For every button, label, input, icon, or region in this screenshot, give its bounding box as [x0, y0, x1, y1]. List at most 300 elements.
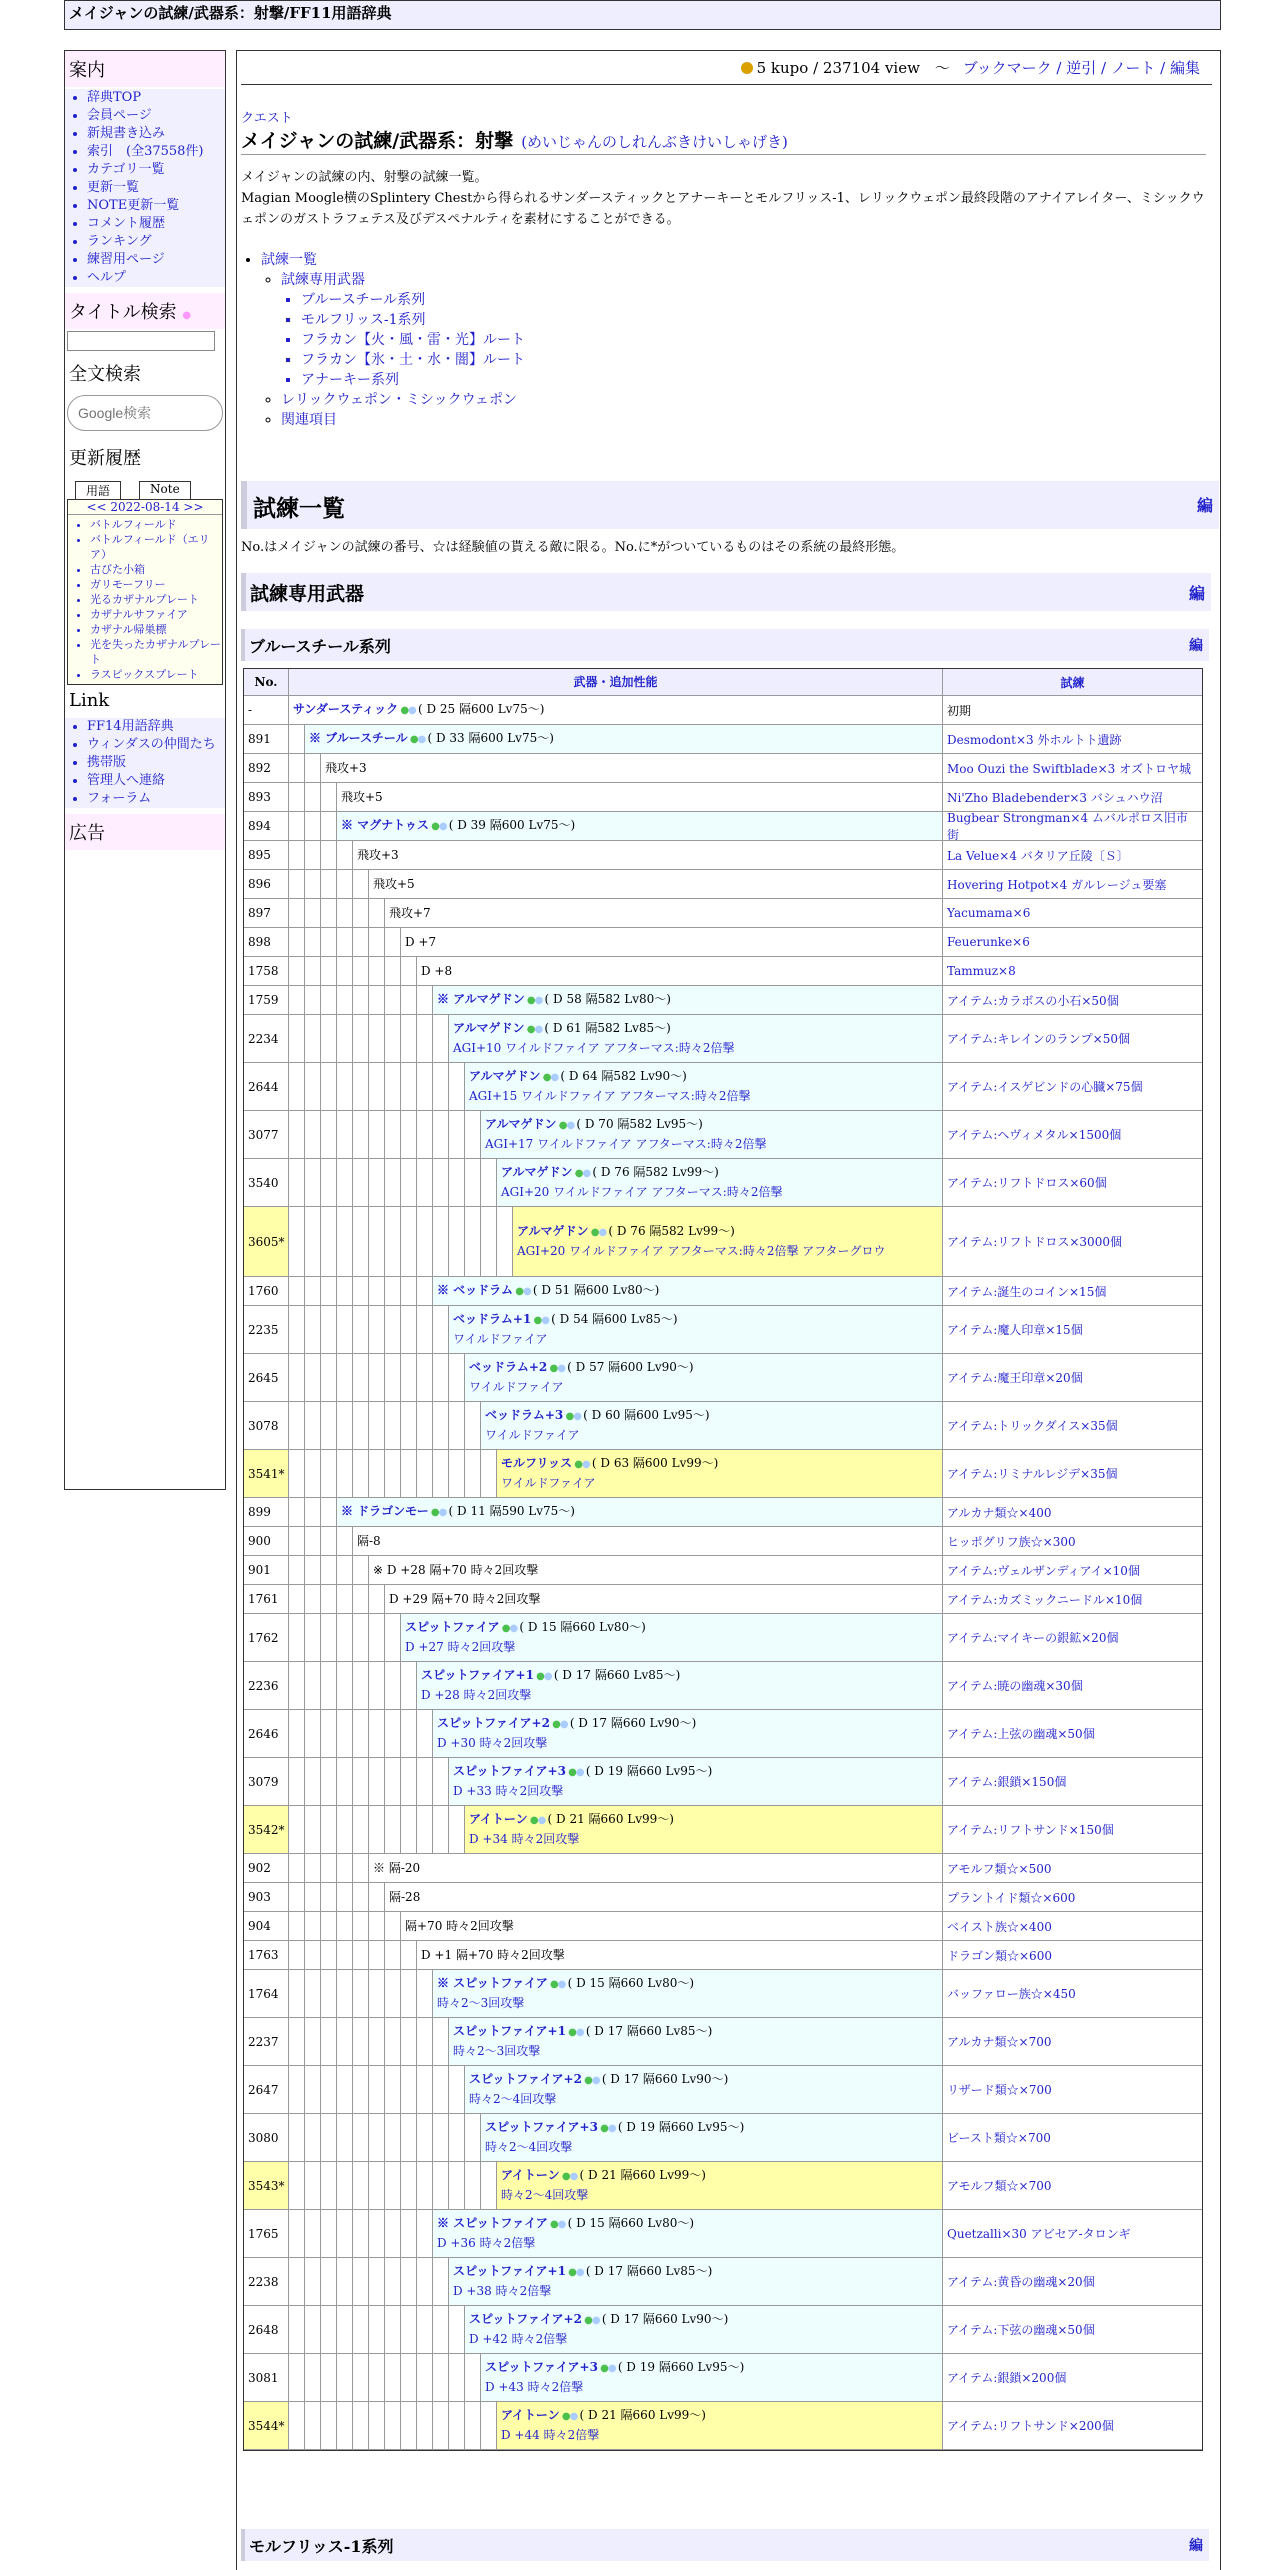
trial-requirement[interactable]: Bugbear Strongman×4 ムバルポロス旧市街 [942, 812, 1202, 840]
history-heading: 更新履歴 [65, 439, 225, 475]
table-row [244, 1806, 1202, 1854]
weapon-bonus: ※ 隔-20 [373, 1860, 421, 1875]
trial-requirement[interactable]: アイテム:カラボスの小石×50個 [942, 986, 1202, 1014]
trial-number: 903 [244, 1883, 289, 1911]
trial-requirement[interactable]: ベイスト族☆×400 [942, 1912, 1202, 1940]
weapon-cell [513, 1207, 942, 1276]
section-dedicated-title: 試練専用武器 [250, 583, 365, 605]
history-item[interactable]: • カザナルサファイア [90, 607, 222, 622]
weapon-extra: D +44 時々2倍撃 [501, 2428, 600, 2442]
history-tab-note[interactable]: Note [139, 481, 191, 499]
sidebar-guide-item[interactable]: • 練習用ページ [87, 251, 225, 269]
weapon-stats: ( D 15 隔660 Lv80～) [519, 1620, 646, 1634]
table-row [244, 841, 1202, 870]
weapon-cell [433, 2210, 942, 2257]
weapon-cell [497, 2402, 942, 2449]
weapon-extra: 時々2～4回攻撃 [485, 2140, 573, 2154]
trial-requirement[interactable]: アイテム:リミナルレジデ×35個 [942, 1450, 1202, 1497]
weapon-name[interactable]: スピットファイア+3 [485, 2120, 598, 2134]
edit-link[interactable]: 編 [1189, 638, 1203, 654]
trial-number: 2234 [244, 1015, 289, 1062]
weapon-name[interactable]: アルマゲドン [485, 1117, 557, 1131]
weapon-stats: ( D 64 隔582 Lv90～) [560, 1069, 687, 1083]
trial-number: 1762 [244, 1614, 289, 1661]
sidebar-guide-item[interactable]: • コメント履歴 [87, 215, 225, 233]
weapon-extra: ワイルドファイア [501, 1476, 596, 1490]
weapon-name[interactable]: ベッドラム+3 [485, 1408, 564, 1422]
rank-dot-icon: ●● [565, 1411, 581, 1422]
weapon-name[interactable]: アイトーン [501, 2168, 560, 2182]
history-item[interactable]: • バトルフィールド [90, 517, 222, 532]
history-item[interactable]: • ガリモーフリー [90, 577, 222, 592]
trial-requirement[interactable]: アルカナ類☆×700 [942, 2018, 1202, 2065]
weapon-cell [497, 1159, 942, 1206]
table-row [244, 725, 1202, 754]
sidebar-guide-item[interactable]: • NOTE更新一覧 [87, 197, 225, 215]
trial-requirement[interactable]: アイテム:イスゲビンドの心臓×75個 [942, 1063, 1202, 1110]
weapon-name[interactable]: アルマゲドン [469, 1069, 541, 1083]
sidebar-link-item[interactable]: • ウィンダスの仲間たち [87, 736, 225, 754]
weapon-name[interactable]: ※ スピットファイア [437, 2216, 548, 2230]
rank-dot-icon: ●● [515, 1286, 531, 1297]
trial-requirement[interactable]: アイテム:リフトドロス×60個 [942, 1159, 1202, 1206]
title-search-heading [65, 293, 225, 329]
weapon-stats: ( D 11 隔590 Lv75～) [448, 1504, 575, 1518]
weapon-cell [353, 1527, 942, 1555]
weapon-bonus: ※ D +28 隔+70 時々2回攻撃 [373, 1562, 539, 1577]
weapon-name[interactable]: ※ ベッドラム [437, 1283, 514, 1297]
weapon-name[interactable]: スピットファイア+1 [421, 1668, 534, 1682]
table-row [244, 1063, 1202, 1111]
toc-dedicated[interactable]: 試練専用武器 [281, 272, 365, 288]
trial-number: 2644 [244, 1063, 289, 1110]
trial-number: 2238 [244, 2258, 289, 2305]
weapon-cell [401, 1614, 942, 1661]
weapon-cell [417, 1941, 942, 1969]
weapon-name[interactable]: アルマゲドン [501, 1165, 573, 1179]
trial-number: 3077 [244, 1111, 289, 1158]
trial-requirement[interactable]: アイテム:トリックダイス×35個 [942, 1402, 1202, 1449]
trial-number: 3541* [244, 1450, 289, 1497]
trial-number: 2645 [244, 1354, 289, 1401]
trial-requirement[interactable]: La Velue×4 バタリア丘陵〔Ｓ〕 [942, 841, 1202, 869]
toc-series-item[interactable]: ▪ ブルースチール系列 [301, 290, 1220, 310]
weapon-bonus: 隔-28 [389, 1889, 421, 1904]
weapon-table [243, 668, 1203, 2451]
weapon-name[interactable]: スピットファイア+3 [453, 1764, 566, 1778]
trial-number: 3544* [244, 2402, 289, 2449]
table-row [244, 870, 1202, 899]
intro-line-1: メイジャンの試練の内、射撃の試練一覧。 [241, 170, 488, 185]
weapon-cell [385, 1585, 942, 1613]
toc-related[interactable]: 関連項目 [281, 412, 337, 428]
weapon-cell [481, 1111, 942, 1158]
weapon-extra: AGI+17 ワイルドファイア アフターマス:時々2倍撃 [485, 1137, 767, 1151]
weapon-cell [481, 1402, 942, 1449]
weapon-name[interactable]: スピットファイア+1 [453, 2264, 566, 2278]
title-search-input[interactable] [67, 331, 215, 351]
table-row [244, 2354, 1202, 2402]
weapon-cell [353, 841, 942, 869]
header-trial: 試練 [942, 669, 1202, 695]
table-row [244, 1277, 1202, 1306]
category-link[interactable]: クエスト [241, 111, 293, 126]
rank-dot-icon: ●● [584, 2315, 600, 2326]
rank-dot-icon: ●● [549, 1363, 565, 1374]
section-trial-list-title: 試練一覧 [253, 495, 345, 522]
trial-requirement[interactable]: アイテム:キレインのランプ×50個 [942, 1015, 1202, 1062]
table-row [244, 1970, 1202, 2018]
weapon-cell [497, 2162, 942, 2209]
rank-dot-icon: ●● [536, 1671, 552, 1682]
trial-requirement[interactable]: Tammuz×8 [942, 957, 1202, 985]
table-row [244, 812, 1202, 841]
trial-requirement[interactable]: アイテム:リフトサンド×200個 [942, 2402, 1202, 2449]
table-row [244, 1306, 1202, 1354]
trial-requirement[interactable]: アモルフ類☆×500 [942, 1854, 1202, 1882]
table-row [244, 1854, 1202, 1883]
weapon-name[interactable]: アルマゲドン [453, 1021, 525, 1035]
table-header [244, 669, 1202, 696]
toc-series-list [281, 290, 1220, 390]
weapon-bonus: D +1 隔+70 時々2回攻撃 [421, 1947, 565, 1962]
weapon-cell [369, 870, 942, 898]
trial-requirement[interactable]: アモルフ類☆×700 [942, 2162, 1202, 2209]
rank-dot-icon: ●● [400, 705, 416, 716]
weapon-bonus: 飛攻+5 [341, 789, 383, 804]
table-row [244, 1450, 1202, 1498]
kupo-icon [741, 62, 753, 74]
trial-number: 896 [244, 870, 289, 898]
weapon-extra: AGI+10 ワイルドファイア アフターマス:時々2倍撃 [453, 1041, 735, 1055]
sidebar-link-item[interactable]: • FF14用語辞典 [87, 718, 225, 736]
kupo-count: 5 kupo / 237104 view ～ [756, 59, 950, 77]
section-trial-list [241, 481, 1219, 529]
table-of-contents [241, 250, 1220, 430]
sidebar-guide-item[interactable]: • 会員ページ [87, 107, 225, 125]
weapon-cell [385, 1883, 942, 1911]
sidebar-link-item[interactable]: • フォーラム [87, 790, 225, 808]
trial-number: 2646 [244, 1710, 289, 1757]
table-row [244, 1159, 1202, 1207]
trial-requirement[interactable]: アイテム:ヘヴィメタル×1500個 [942, 1111, 1202, 1158]
rank-dot-icon: ●● [561, 2171, 578, 2182]
weapon-stats: ( D 17 隔660 Lv85～) [585, 2264, 713, 2278]
trial-requirement[interactable]: Hovering Hotpot×4 ガルレージュ要塞 [942, 870, 1202, 898]
header-no: No. [244, 669, 289, 695]
history-tab-terms[interactable]: 用語 [75, 481, 121, 499]
trial-number: 1759 [244, 986, 289, 1014]
rank-dot-icon: ●● [574, 1459, 590, 1470]
history-item[interactable]: • ラスピックスプレート [90, 667, 222, 682]
trial-requirement[interactable]: アイテム:魔人印章×15個 [942, 1306, 1202, 1353]
article-title-text: メイジャンの試練/武器系：射撃 [241, 130, 514, 152]
sidebar-guide-item[interactable]: • ヘルプ [87, 269, 225, 287]
weapon-cell [465, 1354, 942, 1401]
sidebar-guide-item[interactable]: • カテゴリ一覧 [87, 161, 225, 179]
trial-number: 3081 [244, 2354, 289, 2401]
table-row [244, 986, 1202, 1015]
table-row [244, 1614, 1202, 1662]
title-search-label: タイトル検索 [69, 302, 177, 323]
trial-requirement[interactable]: ビースト類☆×700 [942, 2114, 1202, 2161]
trial-number: 1760 [244, 1277, 289, 1305]
trial-requirement[interactable]: アイテム:銀鎖×150個 [942, 1758, 1202, 1805]
trial-number: 899 [244, 1498, 289, 1526]
trial-requirement[interactable]: ドラゴン類☆×600 [942, 1941, 1202, 1969]
weapon-cell [465, 1806, 942, 1853]
history-date-nav[interactable]: << 2022-08-14 >> [68, 500, 222, 515]
trial-number: 3079 [244, 1758, 289, 1805]
table-row [244, 1710, 1202, 1758]
table-row [244, 1941, 1202, 1970]
table-row [244, 754, 1202, 783]
weapon-name[interactable]: スピットファイア+2 [469, 2072, 582, 2086]
weapon-stats: ( D 19 隔660 Lv95～) [617, 2120, 745, 2134]
trial-number: 894 [244, 812, 289, 840]
sidebar-link-item[interactable]: • 管理人へ連絡 [87, 772, 225, 790]
weapon-name[interactable]: スピットファイア+2 [437, 1716, 550, 1730]
table-row [244, 1758, 1202, 1806]
trial-number: 895 [244, 841, 289, 869]
trial-requirement[interactable]: アイテム:黄昏の幽魂×20個 [942, 2258, 1202, 2305]
toc-relic[interactable]: レリックウェポン・ミシックウェポン [281, 392, 518, 408]
weapon-name[interactable]: アイトーン [501, 2408, 560, 2422]
toc-series-item[interactable]: ▪ アナーキー系列 [301, 370, 1220, 390]
table-row [244, 2066, 1202, 2114]
rank-dot-icon: ●● [549, 1979, 566, 1990]
rank-dot-icon: ●● [568, 1767, 584, 1778]
trial-number: 2236 [244, 1662, 289, 1709]
trial-number: - [244, 696, 289, 724]
section-morfriss [241, 2529, 1209, 2561]
weapon-cell [449, 1758, 942, 1805]
trial-requirement[interactable]: アイテム:暁の幽魂×30個 [942, 1662, 1202, 1709]
weapon-cell [401, 1912, 942, 1940]
trial-number: 3605* [244, 1207, 289, 1276]
trial-requirement[interactable]: プラントイド類☆×600 [942, 1883, 1202, 1911]
sidebar-guide-item[interactable]: • 更新一覧 [87, 179, 225, 197]
weapon-cell [433, 1710, 942, 1757]
rank-dot-icon: ●● [549, 2219, 566, 2230]
weapon-name[interactable]: ベッドラム+1 [453, 1312, 532, 1326]
bookmark-links[interactable]: ブックマーク / 逆引 / ノート / 編集 [962, 59, 1200, 77]
weapon-cell [385, 899, 942, 927]
section-bluesteel [241, 629, 1209, 661]
history-item[interactable]: • バトルフィールド（エリア） [90, 532, 222, 562]
weapon-name[interactable]: スピットファイア+2 [469, 2312, 582, 2326]
trial-requirement[interactable]: アイテム:銀鎖×200個 [942, 2354, 1202, 2401]
weapon-name[interactable]: ※ ドラゴンモー [341, 1504, 429, 1518]
history-item[interactable]: • 古びた小箱 [90, 562, 222, 577]
table-row [244, 957, 1202, 986]
history-item[interactable]: • カザナル帰巣標 [90, 622, 222, 637]
trial-requirement[interactable]: アルカナ類☆×400 [942, 1498, 1202, 1526]
weapon-stats: ( D 15 隔660 Lv80～) [567, 1976, 695, 1990]
table-row [244, 2306, 1202, 2354]
table-row [244, 2258, 1202, 2306]
trial-number: 2648 [244, 2306, 289, 2353]
guide-heading: 案内 [65, 51, 225, 87]
weapon-name[interactable]: スピットファイア [405, 1620, 500, 1634]
weapon-name[interactable]: アイトーン [469, 1812, 528, 1826]
trial-requirement[interactable]: アイテム:マイキーの銀鉱×20個 [942, 1614, 1202, 1661]
weapon-stats: ( D 17 隔660 Lv90～) [601, 2072, 729, 2086]
weapon-cell [289, 696, 942, 724]
rank-dot-icon: ●● [430, 1507, 447, 1518]
weapon-name[interactable]: ベッドラム+2 [469, 1360, 548, 1374]
weapon-stats: ( D 57 隔600 Lv90～) [567, 1360, 694, 1374]
weapon-stats: ( D 21 隔660 Lv99～) [547, 1812, 674, 1826]
weapon-stats: ( D 21 隔660 Lv99～) [579, 2408, 706, 2422]
weapon-stats: ( D 61 隔582 Lv85～) [544, 1021, 671, 1035]
trial-number: 904 [244, 1912, 289, 1940]
weapon-cell [449, 1306, 942, 1353]
weapon-stats: ( D 15 隔660 Lv80～) [567, 2216, 695, 2230]
rank-dot-icon: ●● [533, 1315, 549, 1326]
trial-number: 2237 [244, 2018, 289, 2065]
weapon-stats: ( D 76 隔582 Lv99～) [608, 1224, 735, 1238]
weapon-bonus: 飛攻+7 [389, 905, 431, 920]
sidebar-guide-item[interactable]: • ランキング [87, 233, 225, 251]
toc-series-item[interactable]: ▪ モルフリッス-1系列 [301, 310, 1220, 330]
table-row [244, 1207, 1202, 1277]
rank-dot-icon: ●● [431, 821, 447, 832]
intro-line-2: Magian Moogle横のSplintery Chestから得られるサンダースティックとアナーキーとモルフリッス-1、レリックウェポン最終段階のアナイアレイター、ミシックウェポンのガストラフェテス及びデスペナルティを素材にすることができる。 [241, 191, 1205, 227]
trial-requirement[interactable]: Moo Ouzi the Swiftblade×3 オズトロヤ城 [942, 754, 1202, 782]
rank-dot-icon: ●● [600, 2363, 616, 2374]
pink-dot-icon: ● [182, 310, 192, 321]
weapon-bonus: 飛攻+3 [357, 847, 399, 862]
trial-requirement[interactable]: Quetzalli×30 アビセア-タロンギ [942, 2210, 1202, 2257]
weapon-name[interactable]: スピットファイア+3 [485, 2360, 598, 2374]
trial-requirement[interactable]: アイテム:リフトドロス×3000個 [942, 1207, 1202, 1276]
trial-number: 1764 [244, 1970, 289, 2017]
sidebar-guide-item[interactable]: • 辞典TOP [87, 89, 225, 107]
weapon-extra: D +38 時々2倍撃 [453, 2284, 552, 2298]
sidebar-guide-item[interactable]: • 新規書き込み [87, 125, 225, 143]
weapon-cell [417, 957, 942, 985]
rank-dot-icon: ●● [561, 2411, 578, 2422]
trial-number: 3080 [244, 2114, 289, 2161]
edit-link[interactable]: 編 [1188, 584, 1205, 603]
toc-series-item[interactable]: ▪ フラカン【氷・土・水・闇】ルート [301, 350, 1220, 370]
trial-requirement[interactable]: アイテム:上弦の幽魂×50個 [942, 1710, 1202, 1757]
weapon-extra: D +27 時々2回攻撃 [405, 1640, 516, 1654]
weapon-extra: 時々2～3回攻撃 [453, 2044, 541, 2058]
weapon-name[interactable]: ※ ブルースチール [309, 731, 408, 745]
weapon-stats: ( D 58 隔582 Lv80～) [544, 992, 671, 1006]
article-reading: (めいじゃんのしれんぶきけいしゃげき) [521, 133, 788, 151]
trial-requirement[interactable]: アイテム:リフトサンド×150個 [942, 1806, 1202, 1853]
section-bluesteel-title: ブルースチール系列 [249, 637, 391, 656]
table-row [244, 2210, 1202, 2258]
trial-requirement[interactable]: バッファロー族☆×450 [942, 1970, 1202, 2017]
google-search-input[interactable] [67, 395, 223, 431]
sidebar-link-item[interactable]: • 携帯版 [87, 754, 225, 772]
history-item[interactable]: • 光を失ったカザナルプレート [90, 637, 222, 667]
weapon-bonus: 隔+70 時々2回攻撃 [405, 1918, 514, 1933]
trial-requirement[interactable]: アイテム:ヴェルザンディアイ×10個 [942, 1556, 1202, 1584]
weapon-extra: ワイルドファイア [485, 1428, 580, 1442]
weapon-stats: ( D 17 隔660 Lv90～) [569, 1716, 697, 1730]
weapon-name[interactable]: モルフリッス [501, 1456, 573, 1470]
weapon-name[interactable]: ※ マグナトゥス [341, 818, 429, 832]
table-row [244, 1111, 1202, 1159]
weapon-extra: 時々2～3回攻撃 [437, 1996, 525, 2010]
toc-trials[interactable]: 試練一覧 [261, 252, 317, 268]
trial-requirement[interactable]: Desmodont×3 外ホルトト遺跡 [942, 725, 1202, 753]
rank-dot-icon: ●● [558, 1120, 575, 1131]
trial-number: 2235 [244, 1306, 289, 1353]
page-title: メイジャンの試練/武器系：射撃/FF11用語辞典 [69, 4, 392, 22]
guide-list [65, 89, 225, 287]
trial-number: 1758 [244, 957, 289, 985]
weapon-cell [433, 986, 942, 1014]
rank-dot-icon: ●● [501, 1623, 518, 1634]
trial-requirement[interactable]: Yacumama×6 [942, 899, 1202, 927]
weapon-extra: D +34 時々2回攻撃 [469, 1832, 580, 1846]
weapon-stats: ( D 76 隔582 Lv99～) [592, 1165, 719, 1179]
main-content [236, 50, 1221, 2570]
trial-requirement[interactable]: アイテム:魔王印章×20個 [942, 1354, 1202, 1401]
trial-number: 3542* [244, 1806, 289, 1853]
weapon-name[interactable]: ※ アルマゲドン [437, 992, 525, 1006]
weapon-stats: ( D 70 隔582 Lv95～) [576, 1117, 703, 1131]
weapon-bonus: D +7 [405, 934, 437, 949]
edit-link[interactable]: 編 [1196, 496, 1213, 515]
weapon-name[interactable]: アルマゲドン [517, 1224, 589, 1238]
trial-number: 891 [244, 725, 289, 753]
trial-requirement[interactable]: アイテム:下弦の幽魂×50個 [942, 2306, 1202, 2353]
weapon-bonus: 飛攻+5 [373, 876, 415, 891]
weapon-cell [465, 2066, 942, 2113]
weapon-cell [449, 2018, 942, 2065]
trial-number: 3078 [244, 1402, 289, 1449]
weapon-stats: ( D 19 隔660 Lv95～) [585, 1764, 713, 1778]
weapon-name[interactable]: サンダースティック [293, 702, 399, 716]
edit-link[interactable]: 編 [1189, 2538, 1203, 2554]
table-row [244, 1354, 1202, 1402]
trial-requirement[interactable]: ヒッポグリフ族☆×300 [942, 1527, 1202, 1555]
trial-requirement[interactable]: リザード類☆×700 [942, 2066, 1202, 2113]
rank-dot-icon: ●● [568, 2267, 584, 2278]
rank-dot-icon: ●● [600, 2123, 616, 2134]
table-row [244, 2162, 1202, 2210]
trial-requirement[interactable]: アイテム:カズミックニードル×10個 [942, 1585, 1202, 1613]
trial-requirement[interactable]: アイテム:誕生のコイン×15個 [942, 1277, 1202, 1305]
weapon-name[interactable]: ※ スピットファイア [437, 1976, 548, 1990]
weapon-extra: D +33 時々2回攻撃 [453, 1784, 564, 1798]
weapon-cell [417, 1662, 942, 1709]
table-row [244, 2114, 1202, 2162]
weapon-name[interactable]: スピットファイア+1 [453, 2024, 566, 2038]
weapon-stats: ( D 25 隔600 Lv75～) [417, 702, 545, 716]
toc-series-item[interactable]: ▪ フラカン【火・風・雷・光】ルート [301, 330, 1220, 350]
trial-number: 3543* [244, 2162, 289, 2209]
weapon-extra: ワイルドファイア [453, 1332, 548, 1346]
rank-dot-icon: ●● [542, 1072, 559, 1083]
trial-requirement[interactable]: Feuerunke×6 [942, 928, 1202, 956]
weapon-cell [481, 2114, 942, 2161]
weapon-extra: D +42 時々2倍撃 [469, 2332, 568, 2346]
history-item[interactable]: • 光るカザナルプレート [90, 592, 222, 607]
weapon-extra: 時々2～4回攻撃 [469, 2092, 557, 2106]
trial-number: 898 [244, 928, 289, 956]
sidebar-guide-item[interactable]: • 索引 (全37558件) [87, 143, 225, 161]
weapon-extra: D +36 時々2倍撃 [437, 2236, 536, 2250]
trial-requirement[interactable]: Ni'Zho Bladebender×3 バシュハウ沼 [942, 783, 1202, 811]
